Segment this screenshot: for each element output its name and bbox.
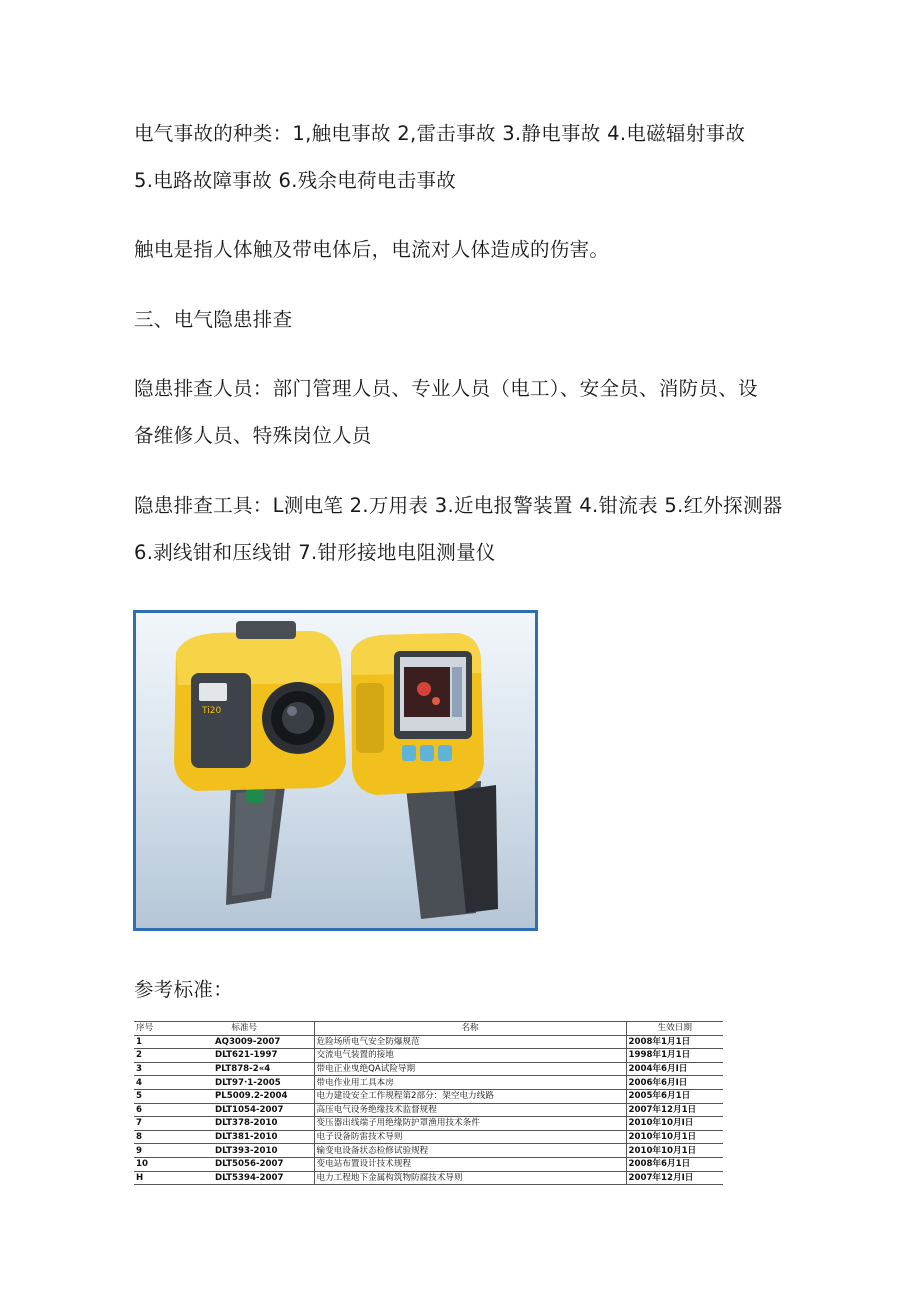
- row-name: 带电作业用工具本房: [314, 1076, 626, 1090]
- row-standard-no: DLT5056-2007: [175, 1157, 314, 1171]
- row-standard-no: DLT621-1997: [175, 1049, 314, 1063]
- row-index: 4: [134, 1076, 175, 1090]
- table-row: [134, 1144, 723, 1158]
- header-standard-no: 标准号: [175, 1022, 314, 1036]
- row-index: 10: [134, 1157, 175, 1171]
- row-index: 5: [134, 1089, 175, 1103]
- row-effective-date: 2007年12月1日: [626, 1103, 723, 1117]
- row-name: 变电站布置设计技术规程: [314, 1157, 626, 1171]
- row-name: 交流电气装置的接地: [314, 1049, 626, 1063]
- table-row: [134, 1171, 723, 1185]
- row-effective-date: 2004年6月I日: [626, 1062, 723, 1076]
- row-standard-no: DLT97·1-2005: [175, 1076, 314, 1090]
- header-index: 序号: [134, 1022, 175, 1036]
- table-row: [134, 1130, 723, 1144]
- table-row: [134, 1157, 723, 1171]
- standards-table: [134, 1021, 723, 1185]
- tools-line2: 6.剥线钳和压线钳 7.钳形接地电阻测量仪: [134, 541, 496, 564]
- accident-types-line1: 电气事故的种类：1,触电事故 2,雷击事故 3.静电事故 4.电磁辐射事故: [134, 122, 746, 145]
- row-standard-no: DLT393-2010: [175, 1144, 314, 1158]
- thermal-imager-photo: [133, 610, 538, 931]
- row-name: 电力建设安全工作规程第2部分：架空电力线路: [314, 1089, 626, 1103]
- tools-line1: 隐患排查工具：L测电笔 2.万用表 3.近电报警装置 4.钳流表 5.红外探测器: [134, 494, 783, 517]
- table-header-row: [134, 1022, 723, 1036]
- row-index: H: [134, 1171, 175, 1185]
- table-row: [134, 1089, 723, 1103]
- thermal-camera-back: [351, 633, 498, 919]
- row-index: 6: [134, 1103, 175, 1117]
- row-standard-no: PLT878-2«4: [175, 1062, 314, 1076]
- accident-types-line2: 5.电路故障事故 6.残余电荷电击事故: [134, 169, 457, 192]
- table-row: [134, 1049, 723, 1063]
- row-name: 电力工程地下金属构筑物防腐技术导则: [314, 1171, 626, 1185]
- row-index: 7: [134, 1117, 175, 1131]
- row-standard-no: DLT378-2010: [175, 1117, 314, 1131]
- row-effective-date: 2010年10月1日: [626, 1130, 723, 1144]
- table-row: [134, 1117, 723, 1131]
- row-index: 2: [134, 1049, 175, 1063]
- row-name: 电子设备防雷技术导则: [314, 1130, 626, 1144]
- personnel-line1: 隐患排查人员：部门管理人员、专业人员（电工）、安全员、消防员、设: [134, 377, 758, 400]
- personnel-line2: 备维修人员、特殊岗位人员: [134, 424, 372, 447]
- header-name: 名称: [314, 1022, 626, 1036]
- row-name: 带电正业曳绝QA试险导期: [314, 1062, 626, 1076]
- row-effective-date: 1998年1月1日: [626, 1049, 723, 1063]
- row-effective-date: 2010年10月I日: [626, 1117, 723, 1131]
- row-effective-date: 2006年6月I日: [626, 1076, 723, 1090]
- row-standard-no: AQ3009-2007: [175, 1035, 314, 1049]
- row-index: 8: [134, 1130, 175, 1144]
- row-standard-no: DLT381-2010: [175, 1130, 314, 1144]
- row-name: 变压器出线端子用绝缘防护罩渔用技术条件: [314, 1117, 626, 1131]
- row-index: 3: [134, 1062, 175, 1076]
- device-badge: Ti20: [202, 706, 222, 716]
- row-name: 危险场所电气安全防爆规范: [314, 1035, 626, 1049]
- table-row: [134, 1076, 723, 1090]
- thermal-camera-front: [174, 621, 346, 905]
- row-index: 9: [134, 1144, 175, 1158]
- row-effective-date: 2007年12月I日: [626, 1171, 723, 1185]
- header-effective-date: 生效日期: [626, 1022, 723, 1036]
- row-standard-no: DLT1054-2007: [175, 1103, 314, 1117]
- table-row: [134, 1035, 723, 1049]
- row-standard-no: PL5009.2-2004: [175, 1089, 314, 1103]
- row-name: 输变电设备状态检修试验规程: [314, 1144, 626, 1158]
- row-standard-no: DLT5394-2007: [175, 1171, 314, 1185]
- reference-label: 参考标准：: [134, 978, 234, 1001]
- row-effective-date: 2008年6月1日: [626, 1157, 723, 1171]
- row-effective-date: 2005年6月1日: [626, 1089, 723, 1103]
- row-name: 高压电气设务绝缘技术监督规程: [314, 1103, 626, 1117]
- row-effective-date: 2010年10月1日: [626, 1144, 723, 1158]
- table-row: [134, 1062, 723, 1076]
- row-effective-date: 2008年1月1日: [626, 1035, 723, 1049]
- electric-shock-definition: 触电是指人体触及带电体后，电流对人体造成的伤害。: [134, 238, 610, 261]
- table-row: [134, 1103, 723, 1117]
- section-heading: 三、电气隐患排查: [134, 308, 293, 331]
- row-index: 1: [134, 1035, 175, 1049]
